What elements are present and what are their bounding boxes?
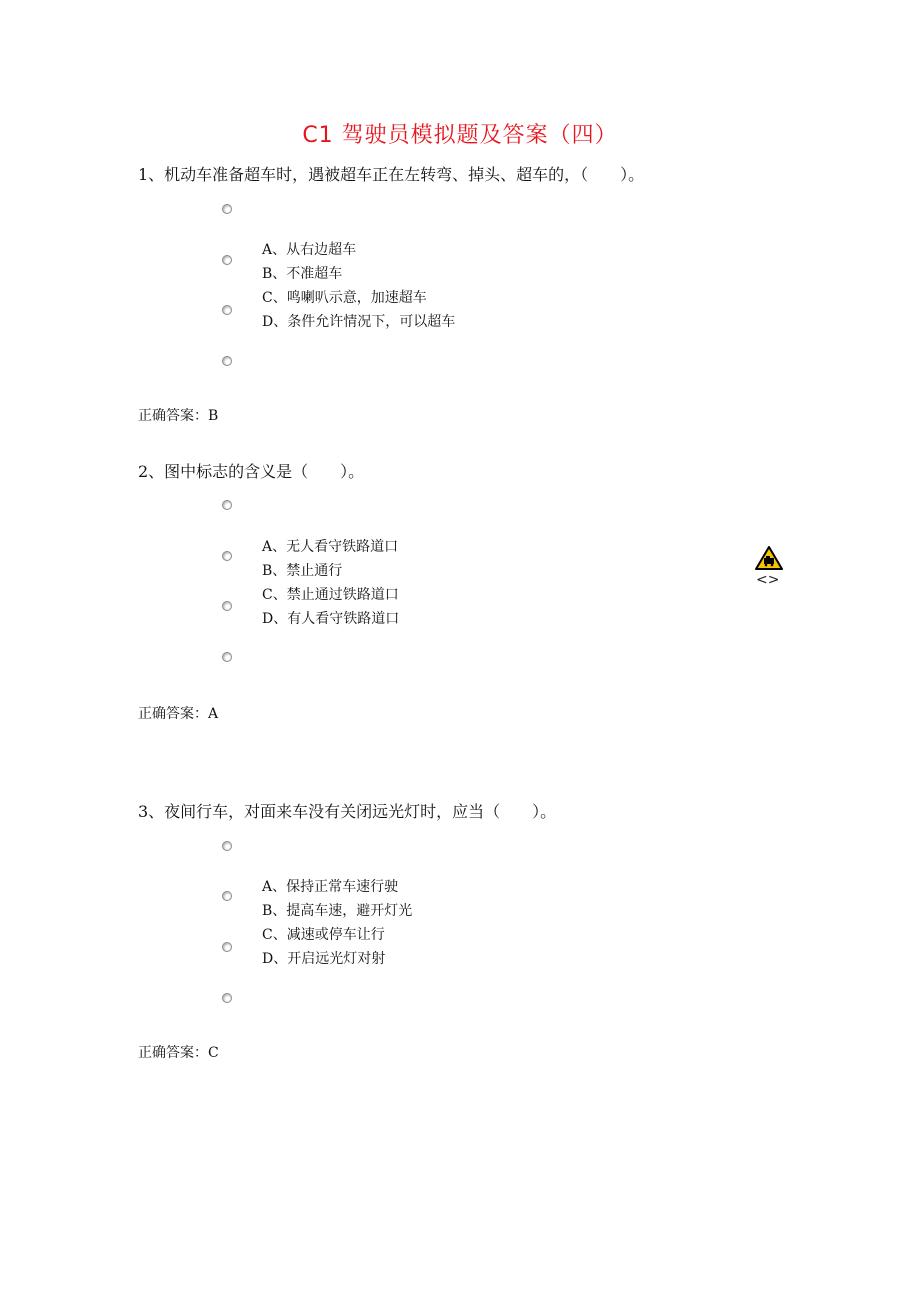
option-c: C、鸣喇叭示意，加速超车 [262, 290, 427, 306]
option-a: A、无人看守铁路道口 [262, 539, 399, 555]
question-1-text: 1、机动车准备超车时，遇被超车正在左转弯、掉头、超车的，（ ）。 [138, 165, 645, 184]
question-3-radio-3[interactable] [222, 942, 232, 952]
option-b: B、禁止通行 [262, 563, 343, 579]
option-d: D、开启远光灯对射 [262, 951, 386, 967]
question-2-radio-3[interactable] [222, 601, 232, 611]
question-1-answer: 正确答案：B [138, 408, 219, 424]
question-2-options [262, 535, 399, 631]
question-2-text: 2、图中标志的含义是（ ）。 [138, 462, 365, 481]
question-3-radio-1[interactable] [222, 841, 232, 851]
option-d: D、有人看守铁路道口 [262, 611, 400, 627]
option-c: C、减速或停车让行 [262, 927, 385, 943]
option-b: B、不准超车 [262, 266, 343, 282]
question-1-radio-4[interactable] [222, 356, 232, 366]
question-1-options [262, 238, 455, 334]
question-1-radio-3[interactable] [222, 305, 232, 315]
question-3-answer: 正确答案：C [138, 1045, 219, 1061]
question-3-options [262, 875, 412, 971]
question-3-radio-4[interactable] [222, 993, 232, 1003]
option-a: A、从右边超车 [262, 242, 357, 258]
image-nav-arrows[interactable]: <> [756, 572, 780, 588]
question-2-radio-4[interactable] [222, 652, 232, 662]
option-b: B、提高车速，避开灯光 [262, 903, 413, 919]
option-a: A、保持正常车速行驶 [262, 879, 399, 895]
question-3-text: 3、夜间行车，对面来车没有关闭远光灯时，应当（ ）。 [138, 802, 557, 821]
question-1-radio-1[interactable] [222, 204, 232, 214]
question-2-radio-1[interactable] [222, 500, 232, 510]
page-title: C1 驾驶员模拟题及答案（四） [302, 123, 618, 148]
option-d: D、条件允许情况下，可以超车 [262, 314, 456, 330]
question-3-radio-2[interactable] [222, 891, 232, 901]
option-c: C、禁止通过铁路道口 [262, 587, 399, 603]
question-2-radio-2[interactable] [222, 551, 232, 561]
question-2-answer: 正确答案：A [138, 706, 219, 722]
railway-crossing-warning-sign-icon [755, 546, 783, 570]
question-1-radio-2[interactable] [222, 255, 232, 265]
